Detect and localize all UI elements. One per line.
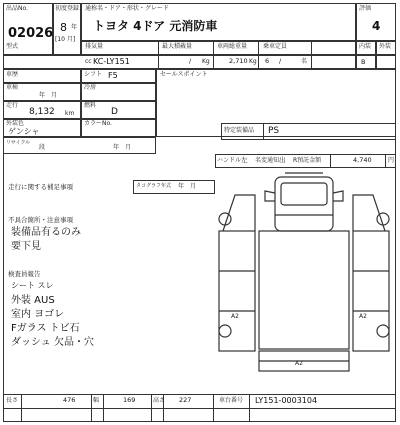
mileage-unit: km xyxy=(65,110,75,117)
aircon-label: 冷房 xyxy=(84,84,97,91)
max-capacity-unit: Kg xyxy=(202,58,210,65)
auction-sheet xyxy=(3,3,396,422)
displacement-unit: cc xyxy=(85,58,92,65)
inspection-label: 車検 xyxy=(6,84,19,91)
length-label: 長さ xyxy=(6,397,19,404)
divider xyxy=(158,41,159,69)
car-diagram-icon xyxy=(215,171,393,377)
divider xyxy=(258,41,259,69)
width-label: 幅 xyxy=(93,397,100,404)
gross-weight-label: 車両総重量 xyxy=(217,43,248,50)
recycle-right: 年 月 xyxy=(113,144,132,151)
inspector-line: ダッシュ 欠品・穴 xyxy=(11,337,94,348)
divider xyxy=(91,394,92,422)
inspector-line: シート スレ xyxy=(11,281,54,290)
recycle-fee-unit: 円 xyxy=(388,157,395,164)
history-label: 走行に関する補足事項 xyxy=(8,183,73,191)
seats-unit: 名 xyxy=(301,58,308,65)
displacement-label: 排気量 xyxy=(85,43,104,50)
recycle-fee-label: R預託金額 xyxy=(293,157,322,164)
seats-separator: / xyxy=(279,57,282,65)
meter-label: タコグラフ年式 xyxy=(136,183,172,189)
model-label: 型式 xyxy=(6,43,19,50)
max-capacity-label: 最大積載量 xyxy=(162,43,193,50)
inspection-date: 年 月 xyxy=(39,92,58,99)
seats-label: 乗車定員 xyxy=(263,43,288,50)
interior-value: B xyxy=(361,58,366,66)
max-capacity-value: / xyxy=(189,57,192,65)
ext-color-label: 外装色 xyxy=(6,120,25,127)
recycle-fee-value: 4,740 xyxy=(353,156,372,164)
divider xyxy=(213,41,214,69)
damage-mark: A2 xyxy=(359,313,367,320)
divider xyxy=(249,394,250,422)
defects-line: 要下見 xyxy=(11,241,41,252)
sales-point-label: セールスポイント xyxy=(160,71,208,78)
chassis-label: 車台番号 xyxy=(219,397,244,404)
meter-value: 年 月 xyxy=(178,183,197,190)
lot-label: 出品No. xyxy=(6,5,28,12)
divider xyxy=(103,394,104,422)
gross-weight-value: 2,710 xyxy=(229,57,248,65)
divider xyxy=(21,394,22,422)
exterior-value-box xyxy=(376,55,396,69)
inspector-line: 外装 AUS xyxy=(11,295,55,306)
inspector-line: 室内 ヨゴレ xyxy=(11,309,65,320)
interior-value-box xyxy=(356,55,376,69)
mileage-label: 走行 xyxy=(6,102,19,109)
divider xyxy=(3,408,396,409)
steering-label: ハンドル xyxy=(217,157,242,164)
divider xyxy=(151,394,152,422)
car-name: トヨタ 4ドア 元消防車 xyxy=(93,19,218,33)
shift-value: F5 xyxy=(108,71,118,80)
width-value: 169 xyxy=(123,396,136,404)
ext-color-value: ゲンシャ xyxy=(8,127,40,136)
color-no-label: カラーNo. xyxy=(84,120,112,127)
recycle-label: リサイクル xyxy=(6,140,31,146)
exterior-label: 外装 xyxy=(379,43,392,50)
model-value: KC-LY151 xyxy=(93,57,130,66)
damage-mark: A2 xyxy=(231,313,239,320)
reg-year-unit: 年 xyxy=(71,24,78,31)
score-value: 4 xyxy=(372,19,381,33)
divider xyxy=(263,123,264,140)
lot-number: 02026 xyxy=(8,26,54,41)
type-label: 車歴 xyxy=(6,71,19,78)
reg-month: [10 月] xyxy=(55,36,76,43)
defects-line: 装備品有るのみ xyxy=(11,227,81,238)
reg-year: 8 xyxy=(60,21,67,34)
name-change-label: 名変通知 xyxy=(255,157,280,164)
fuel-label: 燃料 xyxy=(84,102,97,109)
first-reg-label: 初度登録 xyxy=(55,5,80,12)
name-change-value: 出 xyxy=(279,156,286,164)
equipment-label: 特定装備品 xyxy=(224,127,255,134)
length-value: 476 xyxy=(63,396,76,404)
steering-value: 左 xyxy=(241,156,248,164)
gross-weight-unit: Kg xyxy=(249,58,257,65)
inspector-label: 検査員報告 xyxy=(8,270,41,278)
height-label: 高さ xyxy=(153,397,166,404)
defects-label: 不具合箇所・注意事項 xyxy=(8,216,73,224)
divider xyxy=(311,41,312,69)
divider xyxy=(213,394,214,422)
recycle-mid: 段 xyxy=(39,144,46,151)
fuel-value: D xyxy=(111,107,118,117)
height-value: 227 xyxy=(179,396,192,404)
equipment-value: PS xyxy=(268,126,280,136)
mileage-value: 8,132 xyxy=(29,107,55,117)
interior-label: 内装 xyxy=(359,43,372,50)
inspector-line: Fガラス トビ石 xyxy=(11,323,80,334)
shift-label: シフト xyxy=(84,71,103,78)
car-name-label: 通称名・ドア・形状・グレード xyxy=(85,5,169,12)
seats-value: 6 xyxy=(265,57,270,65)
chassis-value: LY151-0003104 xyxy=(255,396,318,405)
score-label: 評価 xyxy=(359,5,372,12)
damage-mark: A2 xyxy=(295,360,303,367)
